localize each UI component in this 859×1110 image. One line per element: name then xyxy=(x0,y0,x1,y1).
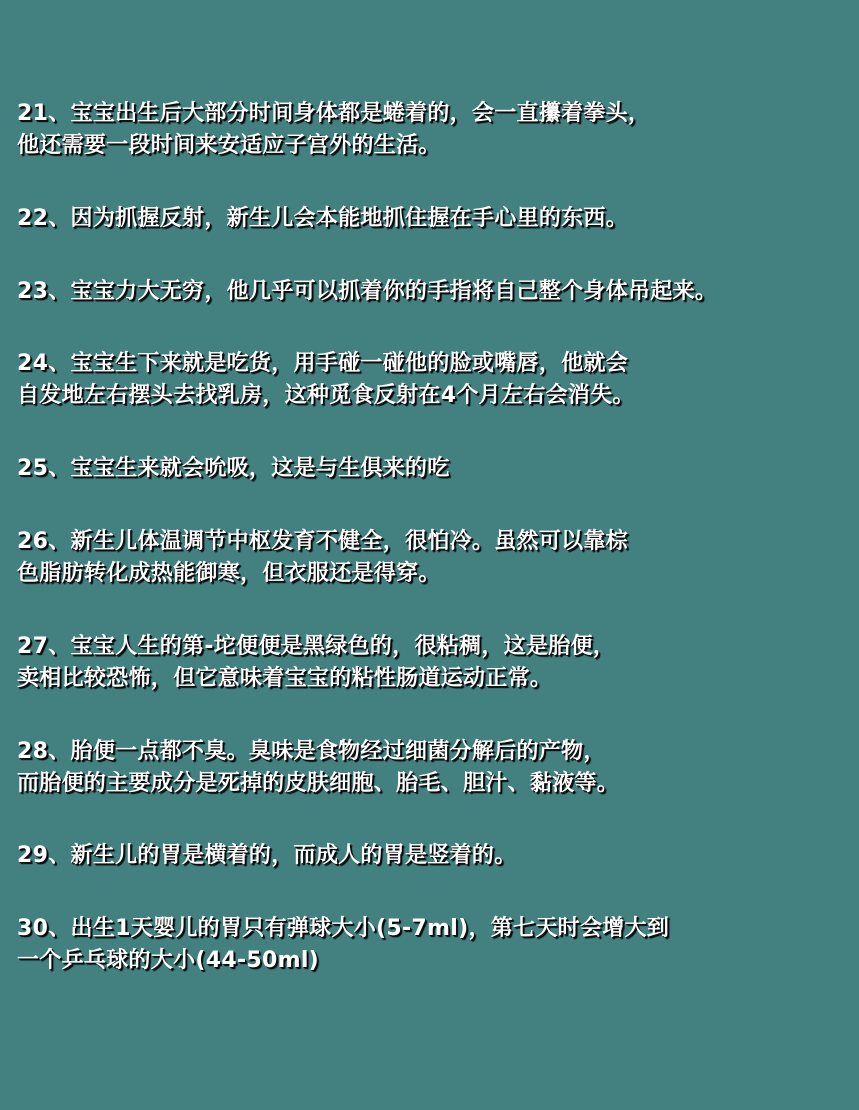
paragraph-29 xyxy=(17,840,859,872)
paragraph-line: 他还需要一段时间来安适应子宫外的生活。 xyxy=(17,133,441,158)
paragraph-line: 自发地左右摆头去找乳房，这种觅食反射在4个月左右会消失。 xyxy=(17,383,635,409)
paragraph-line: 一个乒乓球的大小(44-50ml) xyxy=(17,948,320,974)
paragraph-25 xyxy=(17,453,859,485)
paragraph-line: 21、宝宝出生后大部分时间身体都是蜷着的，会一直攥着拳头， xyxy=(17,101,651,126)
paragraph-line: 30、出生1天婴儿的胃只有弹球大小(5-7ml)，第七天时会增大到 xyxy=(17,916,670,942)
paragraph-30 xyxy=(17,913,859,977)
paragraph-28 xyxy=(17,736,859,800)
paragraph-22 xyxy=(17,203,859,235)
paragraph-line: 色脂肪转化成热能御寒，但衣服还是得穿。 xyxy=(17,560,441,586)
paragraph-line: 28、胎便一点都不臭。臭味是食物经过细菌分解后的产物， xyxy=(17,738,606,764)
paragraph-line: 25、宝宝生来就会吮吸，这是与生俱来的吃 xyxy=(17,456,450,482)
paragraph-27 xyxy=(17,631,859,695)
document-body xyxy=(17,98,859,1018)
paragraph-line: 22、因为抓握反射，新生儿会本能地抓住握在手心里的东西。 xyxy=(17,205,629,231)
paragraph-21 xyxy=(17,98,859,162)
paragraph-line: 26、新生儿体温调节中枢发育不健全，很怕冷。虽然可以靠棕 xyxy=(17,528,629,554)
paragraph-24 xyxy=(17,348,859,412)
paragraph-line: 24、宝宝生下来就是吃货，用手碰一碰他的脸或嘴唇，他就会 xyxy=(17,351,629,377)
paragraph-line: 29、新生儿的胃是横着的，而成人的胃是竖着的。 xyxy=(17,843,517,869)
paragraph-line: 27、宝宝人生的第-坨便便是黑绿色的，很粘稠，这是胎便， xyxy=(17,633,616,659)
paragraph-line: 而胎便的主要成分是死掉的皮肤细胞、胎毛、胆汁、黏液等。 xyxy=(17,770,620,796)
paragraph-26 xyxy=(17,526,859,590)
paragraph-line: 卖相比较恐怖，但它意味着宝宝的粘性肠道运动正常。 xyxy=(17,665,553,691)
paragraph-line: 23、宝宝力大无穷，他几乎可以抓着你的手指将自己整个身体吊起来。 xyxy=(17,278,718,304)
paragraph-23 xyxy=(17,276,859,308)
